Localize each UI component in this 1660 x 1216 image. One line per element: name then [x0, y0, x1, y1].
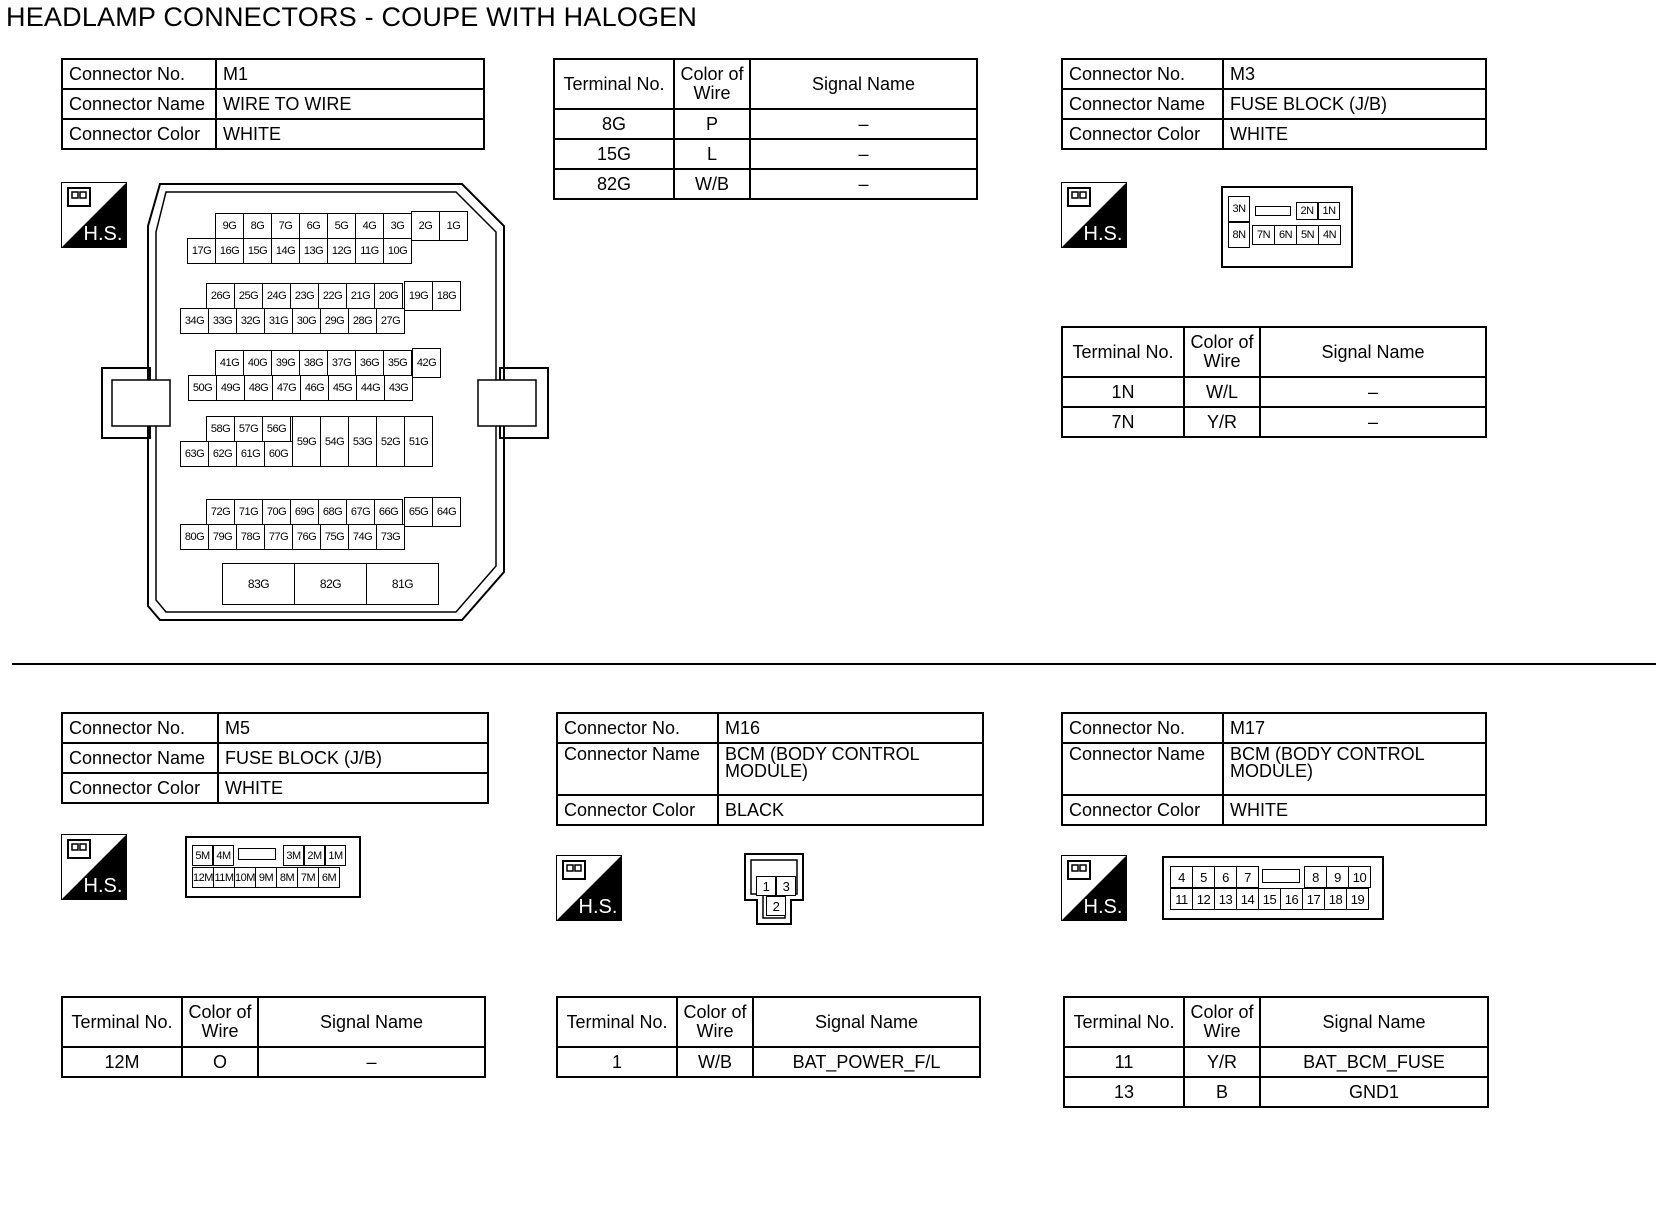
m1-color: WHITE: [216, 119, 484, 149]
table-row: [62, 1047, 485, 1077]
pin-cell: 27G: [376, 308, 405, 334]
hs-icon: [1061, 855, 1127, 921]
wire-cell: P: [674, 109, 750, 139]
pin-cell: 4G: [355, 213, 384, 239]
label-connector-no: Connector No.: [62, 713, 218, 743]
hs-label: H.S.: [83, 223, 123, 245]
signal-cell: –: [1260, 377, 1486, 407]
pin-cell: 37G: [327, 350, 356, 376]
label-connector-name: Connector Name: [62, 89, 216, 119]
m3-terminal-table: [1061, 326, 1487, 438]
signal-cell: –: [258, 1047, 485, 1077]
pin-cell: 5G: [327, 213, 356, 239]
wire-cell: O: [182, 1047, 258, 1077]
pin-cell: 68G: [318, 499, 347, 525]
pin-cell: 5M: [192, 845, 213, 866]
pin-cell: 6M: [318, 867, 340, 888]
label-connector-no: Connector No.: [1062, 713, 1223, 743]
table-row: [554, 109, 977, 139]
hs-label: H.S.: [83, 875, 123, 897]
pin-cell: 9M: [255, 867, 277, 888]
th-wire: Color of Wire: [677, 997, 753, 1047]
hs-icon: [61, 834, 127, 900]
pin-cell: 59G: [292, 416, 321, 467]
label-connector-color: Connector Color: [62, 119, 216, 149]
m1-name: WIRE TO WIRE: [216, 89, 484, 119]
section-divider: [12, 663, 1656, 665]
wire-cell: W/B: [677, 1047, 753, 1077]
table-row: [554, 169, 977, 199]
hs-label: H.S.: [1083, 223, 1123, 245]
terminal-cell: 82G: [554, 169, 674, 199]
connector-latch: [1255, 206, 1291, 216]
pin-cell: 2M: [304, 845, 325, 866]
pin-cell: 10M: [234, 867, 256, 888]
pin-cell: 44G: [356, 375, 385, 401]
pin-cell: 16: [1280, 888, 1303, 910]
wire-cell: Y/R: [1184, 407, 1260, 437]
pin-cell: 65G: [404, 497, 433, 527]
pin-cell: 3: [776, 876, 796, 896]
page-title: HEADLAMP CONNECTORS - COUPE WITH HALOGEN: [6, 2, 698, 32]
pin-cell: 2: [766, 896, 786, 916]
pin-cell: 6G: [299, 213, 328, 239]
pin-cell: 24G: [262, 283, 291, 309]
pin-cell: 67G: [346, 499, 375, 525]
pin-cell: 73G: [376, 524, 405, 550]
m17-info-table: [1061, 712, 1487, 826]
m5-no: M5: [218, 713, 488, 743]
pin-cell: 3M: [283, 845, 304, 866]
m16-terminal-table: [556, 996, 981, 1078]
pin-cell: 8G: [243, 213, 272, 239]
label-connector-color: Connector Color: [1062, 795, 1223, 825]
terminal-cell: 13: [1064, 1077, 1184, 1107]
pin-cell: 33G: [208, 308, 237, 334]
pin-cell: 64G: [432, 497, 461, 527]
pin-cell: 34G: [180, 308, 209, 334]
pin-cell: 18G: [432, 281, 461, 311]
label-connector-color: Connector Color: [557, 795, 718, 825]
m5-terminal-table: [61, 996, 486, 1078]
pin-cell: 25G: [234, 283, 263, 309]
pin-cell: 14: [1236, 888, 1259, 910]
pin-cell: 82G: [294, 563, 367, 605]
pin-cell: 31G: [264, 308, 293, 334]
pin-cell: 4M: [213, 845, 234, 866]
m16-name: BCM (BODY CONTROL MODULE): [718, 743, 983, 795]
pin-cell: 46G: [300, 375, 329, 401]
pin-cell: 1N: [1318, 202, 1340, 220]
pin-cell: 19G: [404, 281, 433, 311]
pin-cell: 81G: [366, 563, 439, 605]
pin-cell: 3G: [383, 213, 412, 239]
m17-color: WHITE: [1223, 795, 1486, 825]
wire-cell: W/B: [674, 169, 750, 199]
pin-cell: 14G: [271, 238, 300, 264]
table-row: [1062, 407, 1486, 437]
pin-cell: 78G: [236, 524, 265, 550]
m3-color: WHITE: [1223, 119, 1486, 149]
pin-cell: 47G: [272, 375, 301, 401]
pin-cell: 10: [1348, 866, 1371, 888]
pin-cell: 42G: [412, 348, 441, 378]
m17-terminal-table: [1063, 996, 1489, 1108]
pin-cell: 40G: [243, 350, 272, 376]
terminal-cell: 12M: [62, 1047, 182, 1077]
terminal-cell: 8G: [554, 109, 674, 139]
signal-cell: –: [1260, 407, 1486, 437]
pin-cell: 61G: [236, 441, 265, 467]
terminal-cell: 11: [1064, 1047, 1184, 1077]
m3-no: M3: [1223, 59, 1486, 89]
pin-cell: 8M: [276, 867, 298, 888]
pin-cell: 17G: [187, 238, 216, 264]
m3-name: FUSE BLOCK (J/B): [1223, 89, 1486, 119]
pin-cell: 23G: [290, 283, 319, 309]
connector-latch: [238, 848, 276, 860]
label-connector-no: Connector No.: [62, 59, 216, 89]
table-row: [1064, 1047, 1488, 1077]
terminal-cell: 7N: [1062, 407, 1184, 437]
th-wire: Color of Wire: [1184, 997, 1260, 1047]
th-signal: Signal Name: [258, 997, 485, 1047]
pin-cell: 54G: [320, 416, 349, 467]
pin-cell: 22G: [318, 283, 347, 309]
m5-info-table: [61, 712, 489, 804]
table-row: [557, 1047, 980, 1077]
m17-no: M17: [1223, 713, 1486, 743]
pin-cell: 2N: [1296, 202, 1318, 220]
pin-cell: 19: [1346, 888, 1369, 910]
table-row: [1064, 1077, 1488, 1107]
pin-cell: 6: [1214, 866, 1237, 888]
pin-cell: 2G: [411, 211, 440, 241]
th-terminal: Terminal No.: [557, 997, 677, 1047]
pin-cell: 39G: [271, 350, 300, 376]
pin-cell: 75G: [320, 524, 349, 550]
label-connector-color: Connector Color: [1062, 119, 1223, 149]
pin-cell: 69G: [290, 499, 319, 525]
pin-cell: 9: [1326, 866, 1349, 888]
pin-cell: 7N: [1252, 225, 1275, 245]
pin-cell: 21G: [346, 283, 375, 309]
pin-cell: 43G: [384, 375, 413, 401]
pin-cell: 18: [1324, 888, 1347, 910]
m1-info-table: [61, 58, 485, 150]
pin-cell: 41G: [215, 350, 244, 376]
pin-cell: 63G: [180, 441, 209, 467]
pin-cell: 7: [1236, 866, 1259, 888]
pin-cell: 13: [1214, 888, 1237, 910]
signal-cell: –: [750, 109, 977, 139]
pin-cell: 57G: [234, 416, 263, 442]
signal-cell: –: [750, 139, 977, 169]
signal-cell: GND1: [1260, 1077, 1488, 1107]
pin-cell: 36G: [355, 350, 384, 376]
pin-cell: 29G: [320, 308, 349, 334]
pin-cell: 11: [1170, 888, 1193, 910]
wire-cell: L: [674, 139, 750, 169]
m1-terminal-table: [553, 58, 978, 200]
th-signal: Signal Name: [753, 997, 980, 1047]
pin-cell: 12G: [327, 238, 356, 264]
th-signal: Signal Name: [1260, 327, 1486, 377]
pin-cell: 8N: [1228, 222, 1250, 248]
m17-name: BCM (BODY CONTROL MODULE): [1223, 743, 1486, 795]
pin-cell: 28G: [348, 308, 377, 334]
pin-cell: 11M: [213, 867, 235, 888]
pin-cell: 1G: [439, 211, 468, 241]
signal-cell: –: [750, 169, 977, 199]
pin-cell: 30G: [292, 308, 321, 334]
wire-cell: Y/R: [1184, 1047, 1260, 1077]
pin-cell: 32G: [236, 308, 265, 334]
pin-cell: 48G: [244, 375, 273, 401]
pin-cell: 11G: [355, 238, 384, 264]
pin-cell: 12: [1192, 888, 1215, 910]
m5-color: WHITE: [218, 773, 488, 803]
pin-cell: 38G: [299, 350, 328, 376]
m1-no: M1: [216, 59, 484, 89]
pin-cell: 9G: [215, 213, 244, 239]
label-connector-no: Connector No.: [557, 713, 718, 743]
pin-cell: 17: [1302, 888, 1325, 910]
pin-cell: 15: [1258, 888, 1281, 910]
pin-cell: 58G: [206, 416, 235, 442]
pin-cell: 13G: [299, 238, 328, 264]
pin-cell: 7M: [297, 867, 319, 888]
pin-cell: 72G: [206, 499, 235, 525]
pin-cell: 5N: [1296, 225, 1319, 245]
pin-cell: 53G: [348, 416, 377, 467]
label-connector-color: Connector Color: [62, 773, 218, 803]
pin-cell: 62G: [208, 441, 237, 467]
m5-name: FUSE BLOCK (J/B): [218, 743, 488, 773]
pin-cell: 66G: [374, 499, 403, 525]
m16-info-table: [556, 712, 984, 826]
pin-cell: 7G: [271, 213, 300, 239]
pin-cell: 83G: [222, 563, 295, 605]
hs-label: H.S.: [578, 896, 618, 918]
th-terminal: Terminal No.: [1064, 997, 1184, 1047]
m16-color: BLACK: [718, 795, 983, 825]
hs-icon: [556, 855, 622, 921]
connector-latch: [1262, 869, 1300, 883]
signal-cell: BAT_BCM_FUSE: [1260, 1047, 1488, 1077]
signal-cell: BAT_POWER_F/L: [753, 1047, 980, 1077]
table-row: [554, 139, 977, 169]
table-row: [1062, 377, 1486, 407]
pin-cell: 74G: [348, 524, 377, 550]
m3-info-table: [1061, 58, 1487, 150]
terminal-cell: 1: [557, 1047, 677, 1077]
pin-cell: 71G: [234, 499, 263, 525]
th-signal: Signal Name: [1260, 997, 1488, 1047]
label-connector-name: Connector Name: [1062, 89, 1223, 119]
label-connector-name: Connector Name: [1062, 743, 1223, 795]
th-wire: Color of Wire: [674, 59, 750, 109]
pin-cell: 79G: [208, 524, 237, 550]
pin-cell: 1: [756, 876, 776, 896]
pin-cell: 16G: [215, 238, 244, 264]
pin-cell: 8: [1304, 866, 1327, 888]
th-terminal: Terminal No.: [554, 59, 674, 109]
pin-cell: 45G: [328, 375, 357, 401]
pin-cell: 35G: [383, 350, 412, 376]
label-connector-name: Connector Name: [557, 743, 718, 795]
m16-no: M16: [718, 713, 983, 743]
pin-cell: 4: [1170, 866, 1193, 888]
pin-cell: 60G: [264, 441, 293, 467]
pin-cell: 80G: [180, 524, 209, 550]
pin-cell: 77G: [264, 524, 293, 550]
terminal-cell: 15G: [554, 139, 674, 169]
th-wire: Color of Wire: [1184, 327, 1260, 377]
pin-cell: 49G: [216, 375, 245, 401]
th-terminal: Terminal No.: [1062, 327, 1184, 377]
th-terminal: Terminal No.: [62, 997, 182, 1047]
th-signal: Signal Name: [750, 59, 977, 109]
pin-cell: 76G: [292, 524, 321, 550]
pin-cell: 10G: [383, 238, 412, 264]
th-wire: Color of Wire: [182, 997, 258, 1047]
pin-cell: 50G: [188, 375, 217, 401]
hs-label: H.S.: [1083, 896, 1123, 918]
pin-cell: 52G: [376, 416, 405, 467]
hs-icon: [1061, 182, 1127, 248]
pin-cell: 51G: [404, 416, 433, 467]
pin-cell: 5: [1192, 866, 1215, 888]
wire-cell: W/L: [1184, 377, 1260, 407]
pin-cell: 12M: [192, 867, 214, 888]
pin-cell: 15G: [243, 238, 272, 264]
label-connector-name: Connector Name: [62, 743, 218, 773]
pin-cell: 4N: [1318, 225, 1341, 245]
terminal-cell: 1N: [1062, 377, 1184, 407]
label-connector-no: Connector No.: [1062, 59, 1223, 89]
pin-cell: 1M: [325, 845, 346, 866]
pin-cell: 3N: [1228, 196, 1250, 222]
pin-cell: 20G: [374, 283, 403, 309]
pin-cell: 6N: [1274, 225, 1297, 245]
pin-cell: 26G: [206, 283, 235, 309]
pin-cell: 56G: [262, 416, 291, 442]
pin-cell: 70G: [262, 499, 291, 525]
wire-cell: B: [1184, 1077, 1260, 1107]
